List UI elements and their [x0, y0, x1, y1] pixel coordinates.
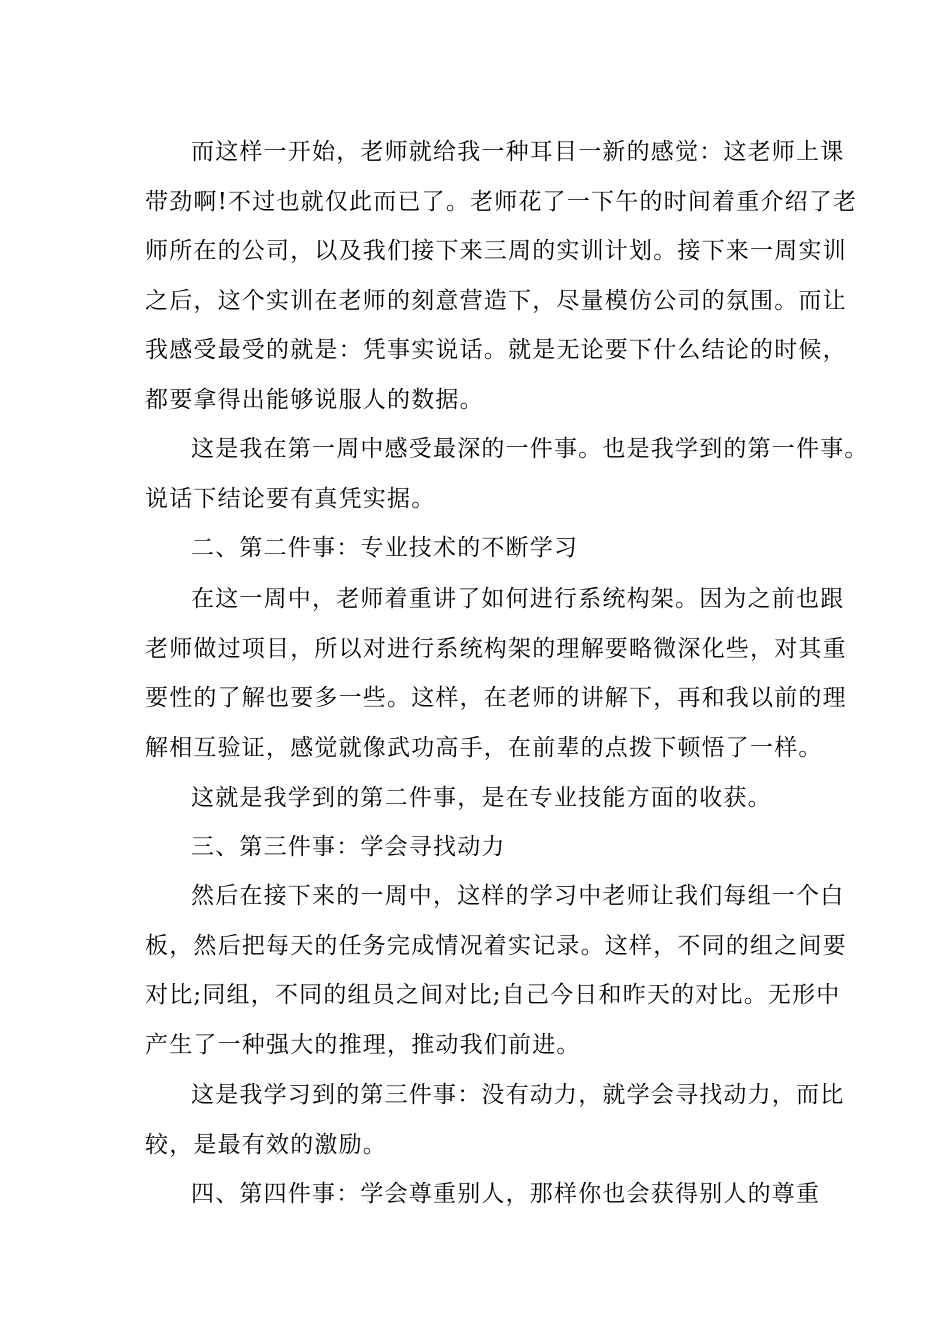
paragraph-line: 这是我学习到的第三件事：没有动力，就学会寻找动力，而比 — [191, 1082, 845, 1108]
paragraph-line: 而这样一开始，老师就给我一种耳目一新的感觉：这老师上课 — [191, 139, 845, 165]
paragraph-line: 然后在接下来的一周中，这样的学习中老师让我们每组一个白 — [191, 883, 845, 909]
paragraph-line: 解相互验证，感觉就像武功高手，在前辈的点拨下顿悟了一样。 — [145, 734, 823, 761]
paragraph-line: 这就是我学到的第二件事，是在专业技能方面的收获。 — [191, 785, 772, 811]
paragraph-line: 较，是最有效的激励。 — [145, 1131, 387, 1158]
paragraph-3 — [145, 575, 847, 773]
paragraph-1 — [145, 128, 858, 425]
paragraph-line: 带劲啊!不过也就仅此而已了。老师花了一下午的时间着重介绍了老 — [145, 188, 858, 215]
paragraph-line: 说话下结论要有真凭实据。 — [145, 485, 436, 512]
paragraph-line: 都要拿得出能够说服人的数据。 — [145, 386, 484, 413]
paragraph-line: 板，然后把每天的任务完成情况着实记录。这样，不同的组之间要 — [145, 932, 847, 959]
paragraph-line: 之后，这个实训在老师的刻意营造下，尽量模仿公司的氛围。而让 — [145, 287, 847, 314]
paragraph-line: 产生了一种强大的推理，推动我们前进。 — [145, 1031, 581, 1058]
paragraph-line: 这是我在第一周中感受最深的一件事。也是我学到的第一件事。 — [191, 436, 869, 462]
paragraph-line: 对比;同组，不同的组员之间对比;自己今日和昨天的对比。无形中 — [145, 982, 841, 1008]
section-heading-4: 四、第四件事：学会尊重别人，那样你也会获得别人的尊重 — [191, 1181, 821, 1207]
section-heading-2: 二、第二件事：专业技术的不断学习 — [191, 535, 579, 561]
paragraph-line: 要性的了解也要多一些。这样，在老师的讲解下，再和我以前的理 — [145, 685, 847, 711]
paragraph-line: 师所在的公司，以及我们接下来三周的实训计划。接下来一周实训 — [145, 238, 847, 264]
paragraph-4 — [145, 774, 825, 824]
section-heading-3: 三、第三件事：学会寻找动力 — [191, 834, 506, 860]
paragraph-line: 老师做过项目，所以对进行系统构架的理解要略微深化些，对其重 — [145, 635, 847, 662]
paragraph-2 — [145, 425, 869, 524]
paragraph-line: 在这一周中，老师着重讲了如何进行系统构架。因为之前也跟 — [191, 586, 845, 612]
paragraph-6 — [145, 1071, 845, 1170]
paragraph-5 — [145, 872, 847, 1070]
paragraph-line: 我感受最受的就是：凭事实说话。就是无论要下什么结论的时候， — [145, 337, 847, 363]
